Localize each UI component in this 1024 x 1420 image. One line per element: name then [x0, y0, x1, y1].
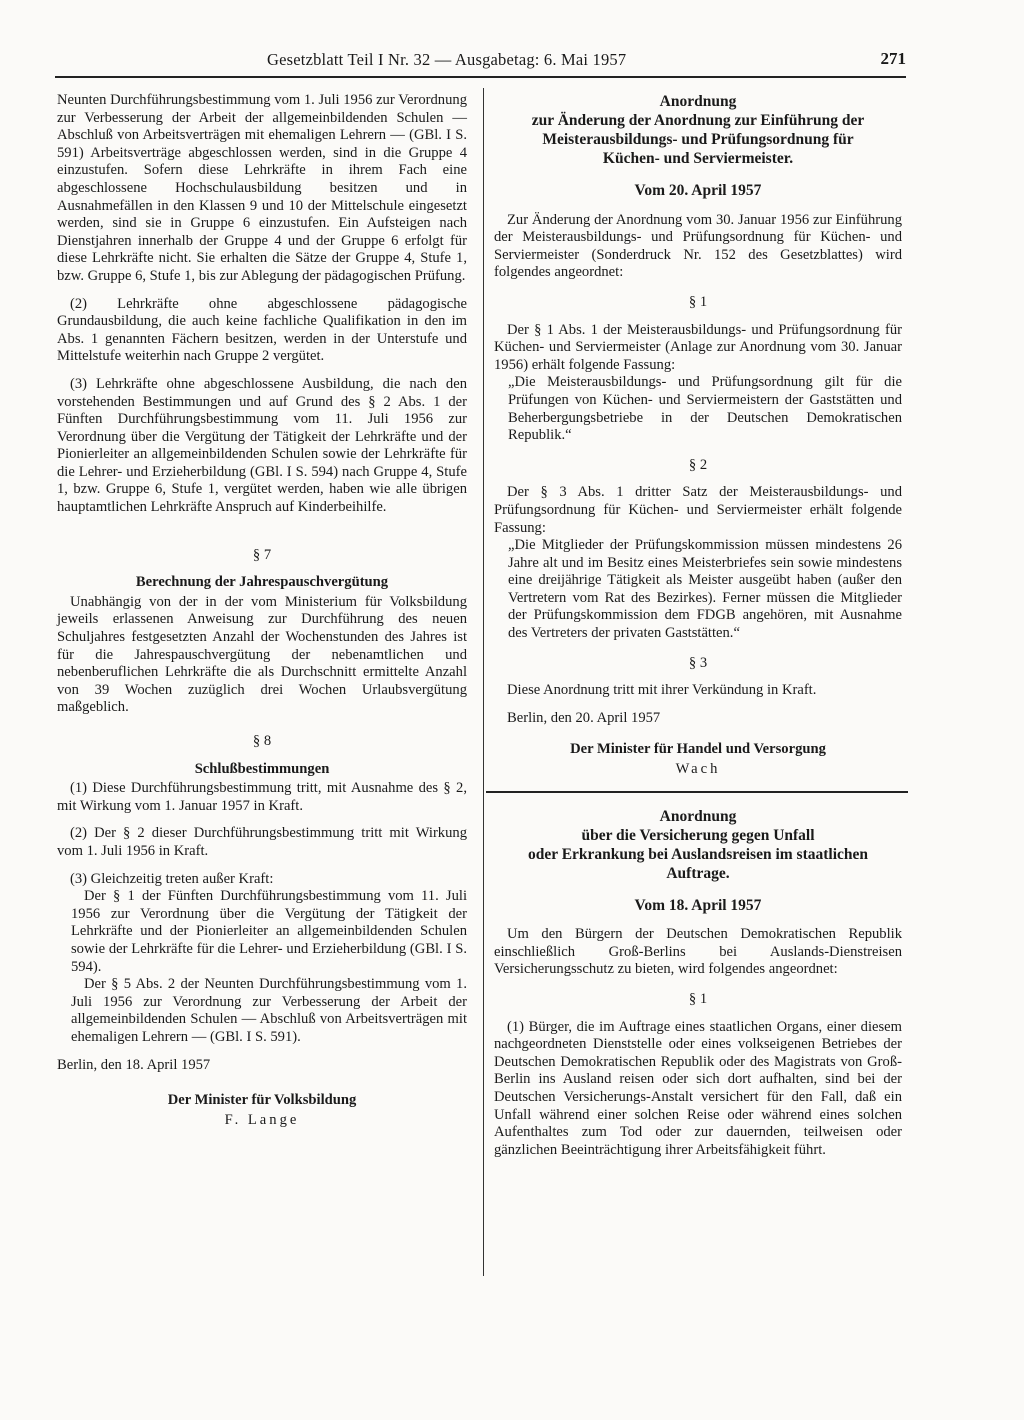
- signature-office: Der Minister für Volksbildung: [167, 1092, 357, 1109]
- page-header: [55, 46, 906, 78]
- ordinance-1-title-line: Küchen- und Serviermeister.: [602, 150, 794, 167]
- section-8-paragraph-3: (3) Gleichzeitig treten außer Kraft:: [70, 870, 274, 887]
- ord2-section-1-text: (1) Bürger, die im Auftrage eines staatlichen Organs, einer diesem nachgeordneten Dienststelle oder eines volkseigenen Betriebes der Deutschen Demokratischen Republik oder des Magistrats von Groß-Berlin ins Ausland reisen oder sich dort aufhalten, sind bei der Deutschen Versicherungs-Anstalt versichert für den Fall, daß ein Unfall während einer solchen Reise oder während eines solchen Aufenthaltes zum Tod oder zur dauernden, teilweisen oder gänzlichen Beeinträchtigung ihrer Arbeitsfähigkeit führt.: [494, 1018, 902, 1158]
- header-title: Gesetzblatt Teil I Nr. 32 — Ausgabetag: 6. Mai 1957: [267, 50, 627, 69]
- repealed-item-2: Der § 5 Abs. 2 der Neunten Durchführungsbestimmung vom 1. Juli 1956 zur Verordnung zur Verbesserung der Arbeit der allgemeinbildenden Schulen — Abschluß von Arbeitsverträgen mit ehemaligen Lehrern — (GBl. I S. 591).: [71, 976, 467, 1045]
- ord2-section-1-number: § 1: [688, 991, 708, 1007]
- place-date: Berlin, den 18. April 1957: [57, 1056, 211, 1073]
- ordinance-2-title-line: Auftrage.: [666, 864, 730, 882]
- ord1-section-2-text: Der § 3 Abs. 1 dritter Satz der Meisterausbildungs- und Prüfungsordnung für Küchen- und Serviermeister erhält folgende Fassung:: [494, 484, 902, 536]
- ord1-section-3-number: § 3: [688, 654, 708, 671]
- repealed-item-1: Der § 1 der Fünften Durchführungsbestimmung vom 11. Juli 1956 zur Verordnung über die Vergütung der Tätigkeit der Lehrkräfte und der Pionierleiter an allgemeinbildenden Schulen sowie der Lehrkräfte für die Lehrer- und Erzieherbildung (GBl. I S. 594).: [71, 888, 467, 975]
- ordinance-2-title-line: oder Erkrankung bei Auslandsreisen im staatlichen: [527, 845, 869, 863]
- ordinance-1-intro: Zur Änderung der Anordnung vom 30. Januar 1956 zur Einführung der Meisterausbildungs- und Prüfungsordnung für Küchen- und Serviermeister (Sonderdruck Nr. 152 des Gesetzblattes) wird folgendes angeordnet:: [494, 211, 902, 281]
- ord1-section-2-number: § 2: [688, 456, 708, 473]
- ord1-section-1-number: § 1: [688, 293, 708, 310]
- signature-name: F. Lange: [224, 1111, 300, 1128]
- ordinance-separator: [486, 791, 908, 793]
- repealed-list: [57, 888, 467, 1046]
- section-8-number: § 8: [252, 733, 272, 749]
- ord1-section-2-quote-block: [494, 537, 902, 643]
- section-7-number: § 7: [252, 546, 272, 563]
- ord1-section-1-text: Der § 1 Abs. 1 der Meisterausbildungs- und Prüfungsordnung für Küchen- und Serviermeister (Anlage zur Anordnung vom 30. Januar 1956) erhält folgende Fassung:: [494, 321, 902, 373]
- section-7-heading: Berechnung der Jahrespauschvergütung: [135, 574, 389, 591]
- page-number: 271: [880, 49, 906, 68]
- ordinance-1-place-date: Berlin, den 20. April 1957: [507, 709, 661, 726]
- paragraph-2: (2) Lehrkräfte ohne abgeschlossene pädagogische Grundausbildung, die auch keine fachliche Qualifikation in den im Abs. 1 genannten Fächern besitzen, werden in der Unterstufe und Mittelstufe weiterhin nach Gruppe 2 vergütet.: [57, 295, 467, 365]
- ordinance-2-title-line: über die Versicherung gegen Unfall: [581, 826, 815, 844]
- section-8-paragraph-2: (2) Der § 2 dieser Durchführungsbestimmung tritt mit Wirkung vom 1. Juli 1956 in Kraft.: [57, 825, 467, 859]
- ordinance-1-signature-office: Der Minister für Handel und Versorgung: [570, 741, 826, 758]
- ord1-section-1-quote-block: [494, 374, 902, 444]
- ordinance-2-title: [494, 807, 902, 883]
- left-column: [57, 92, 467, 1129]
- section-8-paragraph-1: (1) Diese Durchführungsbestimmung tritt, mit Ausnahme des § 2, mit Wirkung vom 1. Januar 1957 in Kraft.: [57, 780, 467, 814]
- ordinance-1-title-line: Meisterausbildungs- und Prüfungsordnung für: [542, 131, 854, 148]
- ord1-section-2-quote: „Die Mitglieder der Prüfungskommission müssen mindestens 26 Jahre alt und im Besitz eines Meisterbriefes sein sowie mindestens eine dreijährige Tätigkeit als Meister ausgeübt haben (außer den Vertretern vom Rat des Bezirkes). Ferner müssen die Mitglieder der Prüfungskommission dem FDGB angehören, mit Ausnahme des Vertreters der privaten Gaststätten.“: [508, 537, 902, 642]
- ordinance-2-intro: Um den Bürgern der Deutschen Demokratischen Republik einschließlich Groß-Berlins bei Auslands-Dienstreisen Versicherungsschutz zu bieten, wird folgendes angeordnet:: [494, 926, 902, 978]
- ord1-section-3-text: Diese Anordnung tritt mit ihrer Verkündung in Kraft.: [507, 682, 817, 699]
- ord1-section-1-quote: „Die Meisterausbildungs- und Prüfungsordnung gilt für die Prüfungen von Küchen- und Serviermeistern der Gaststätten und Beherbergungsbetriebe in der Deutschen Demokratischen Republik.“: [508, 374, 902, 444]
- ordinance-1-signature-name: Wach: [675, 761, 721, 778]
- ordinance-1-title-line: Anordnung: [659, 93, 737, 110]
- column-divider: [483, 88, 484, 1276]
- continued-paragraph: Neunten Durchführungsbestimmung vom 1. Juli 1956 zur Verordnung zur Verbesserung der Arbeit der allgemeinbildenden Schulen — Abschluß von Arbeitsverträgen mit ehemaligen Lehrern — (GBl. I S. 591) Arbeitsverträge abgeschlossen werden, sind in die Gruppe 4 einzustufen. Sofern diese Lehrkräfte in ihrem Fach eine abgeschlossene Hochschulausbildung besitzen und in Ausnahmefällen in den Klassen 9 und 10 der Mittelschule eingesetzt werden, sind sie in Gruppe 6 einzustufen. Ein Aufsteigen nach Dienstjahren innerhalb der Gruppe 4 und der Gruppe 6 erfolgt für diese Lehrkräfte nicht. Sie erhalten die Sätze der Gruppe 4, Stufe 1, bzw. Gruppe 6, Stufe 1, bis zur Ablegung der pädagogischen Prüfung.: [57, 92, 467, 284]
- right-column: [494, 92, 902, 1159]
- ordinance-1-title-line: zur Änderung der Anordnung zur Einführung der: [531, 112, 865, 129]
- ordinance-2-title-line: Anordnung: [659, 807, 737, 825]
- ordinance-2-date: Vom 18. April 1957: [634, 896, 762, 914]
- section-7-text: Unabhängig von der in der vom Ministerium für Volksbildung jeweils erlassenen Anweisung zur Durchführung des neuen Schuljahres festgesetzten Anzahl der Wochenstunden des Jahres ist für die Jahrespauschvergütung der nebenamtlichen und nebenberuflichen Lehrkräfte die als Durchschnitt ermittelte Anzahl von 39 Wochen zuzüglich drei Wochen Urlaubsvergütung maßgeblich.: [57, 593, 467, 716]
- paragraph-3: (3) Lehrkräfte ohne abgeschlossene Ausbildung, die nach den vorstehenden Bestimmungen und auf Grund des § 2 Abs. 1 der Fünften Durchführungsbestimmung vom 11. Juli 1956 zur Verordnung über die Vergütung der Tätigkeit der Lehrkräfte und der Pionierleiter an allgemeinbildenden Schulen sowie der Lehrkräfte für die Lehrer- und Erzieherbildung (GBl. I S. 594) nach Gruppe 4, Stufe 1, bzw. Gruppe 6, Stufe 1, vergütet werden, haben wie alle übrigen hauptamtlichen Lehrkräfte Anspruch auf Kinderbeihilfe.: [57, 375, 467, 516]
- ordinance-1-date: Vom 20. April 1957: [634, 182, 762, 199]
- section-8-heading: Schlußbestimmungen: [194, 760, 330, 777]
- ordinance-1-title: [494, 92, 902, 168]
